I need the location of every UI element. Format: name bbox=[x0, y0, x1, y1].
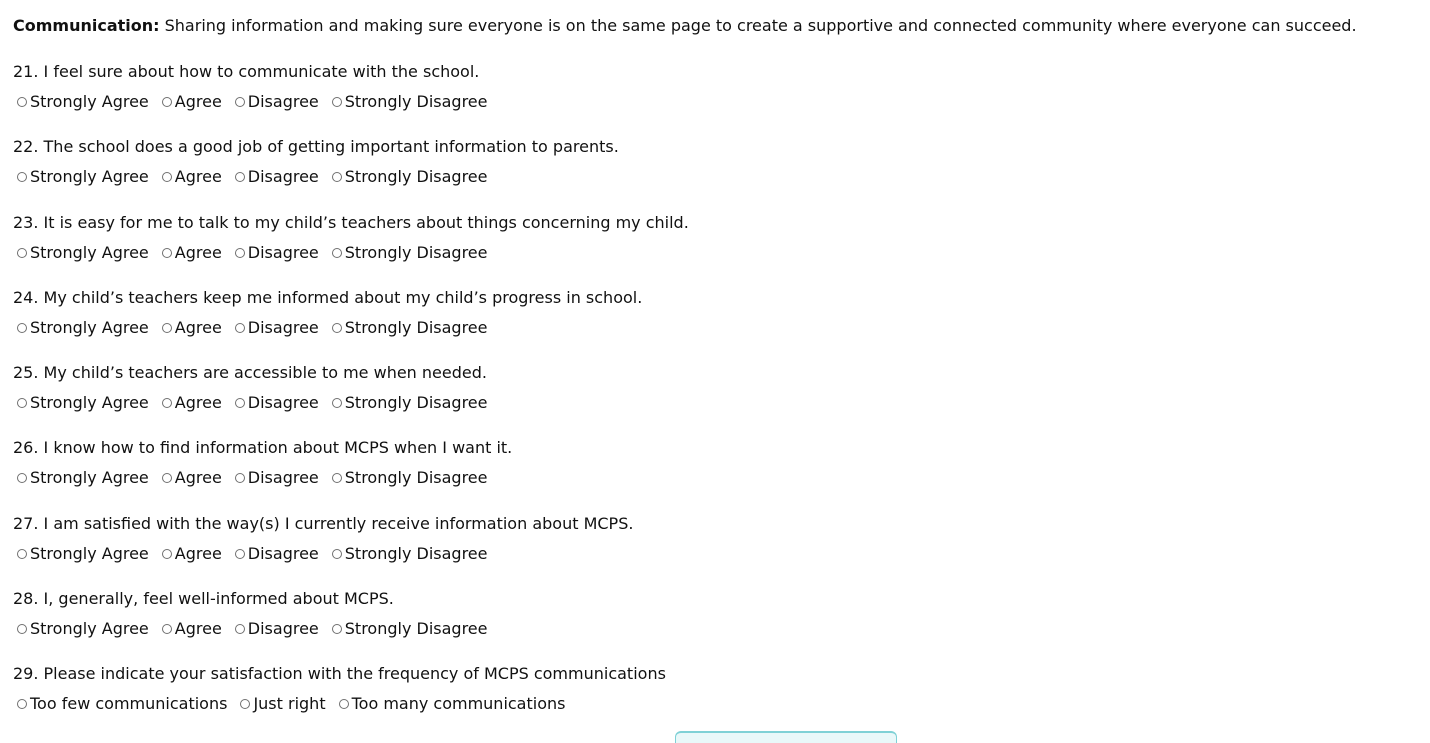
option-label: Strongly Disagree bbox=[344, 468, 488, 488]
option-label: Disagree bbox=[247, 619, 319, 639]
option-label: Disagree bbox=[247, 242, 319, 262]
radio-group bbox=[17, 317, 689, 339]
option-label: Strongly Agree bbox=[30, 92, 149, 111]
option-disagree[interactable] bbox=[235, 468, 319, 488]
radio-button[interactable] bbox=[162, 97, 172, 107]
option-strongly-disagree[interactable] bbox=[332, 468, 488, 488]
radio-button[interactable] bbox=[162, 624, 172, 634]
option-strongly-agree[interactable] bbox=[17, 167, 149, 187]
option-label: Agree bbox=[174, 468, 222, 488]
option-disagree[interactable] bbox=[235, 243, 319, 263]
question-27 bbox=[13, 514, 689, 589]
radio-group bbox=[17, 166, 689, 188]
option-agree[interactable] bbox=[162, 468, 222, 488]
radio-button[interactable] bbox=[235, 398, 245, 408]
radio-button[interactable] bbox=[235, 473, 245, 483]
option-strongly-disagree[interactable] bbox=[332, 243, 488, 263]
submit-button[interactable] bbox=[675, 731, 897, 743]
option-label: Strongly Disagree bbox=[344, 242, 488, 262]
option-label: Strongly Disagree bbox=[344, 317, 488, 337]
option-label: Agree bbox=[174, 242, 222, 262]
radio-button[interactable] bbox=[339, 699, 349, 709]
option-strongly-agree[interactable] bbox=[17, 544, 149, 564]
option-label: Disagree bbox=[247, 468, 319, 488]
radio-button[interactable] bbox=[332, 172, 342, 182]
option-label: Strongly Disagree bbox=[344, 619, 488, 639]
radio-button[interactable] bbox=[17, 323, 27, 333]
option-just-right[interactable] bbox=[240, 694, 325, 714]
radio-group bbox=[17, 467, 689, 489]
question-text: 21. I feel sure about how to communicate with the school. bbox=[13, 62, 480, 81]
option-disagree[interactable] bbox=[235, 544, 319, 564]
option-strongly-disagree[interactable] bbox=[332, 393, 488, 413]
question-24 bbox=[13, 288, 689, 363]
question-text: 29. Please indicate your satisfaction with the frequency of MCPS communications bbox=[13, 664, 666, 684]
option-label: Agree bbox=[174, 317, 222, 337]
option-label: Agree bbox=[174, 167, 222, 187]
option-agree[interactable] bbox=[162, 167, 222, 187]
radio-button[interactable] bbox=[235, 323, 245, 333]
question-text: 24. My child’s teachers keep me informed about my child’s progress in school. bbox=[13, 287, 643, 307]
section-title: Communication: bbox=[13, 16, 160, 35]
radio-button[interactable] bbox=[17, 97, 27, 107]
question-text: 22. The school does a good job of getting important information to parents. bbox=[13, 137, 619, 157]
option-label: Strongly Disagree bbox=[344, 393, 488, 413]
section-description: Sharing information and making sure everyone is on the same page to create a supportive and connected community where everyone can succeed. bbox=[159, 16, 1357, 35]
option-label: Agree bbox=[174, 92, 222, 111]
question-text: 23. It is easy for me to talk to my child’s teachers about things concerning my child. bbox=[13, 212, 689, 232]
question-list bbox=[13, 62, 689, 740]
radio-button[interactable] bbox=[162, 248, 172, 258]
option-label: Strongly Disagree bbox=[344, 543, 488, 563]
option-label: Too many communications bbox=[351, 694, 566, 714]
section-intro bbox=[13, 16, 1357, 36]
option-label: Strongly Agree bbox=[30, 317, 149, 337]
question-28 bbox=[13, 589, 689, 664]
radio-button[interactable] bbox=[235, 97, 245, 107]
radio-group bbox=[17, 242, 689, 264]
option-agree[interactable] bbox=[162, 318, 222, 338]
option-label: Too few communications bbox=[30, 694, 228, 714]
radio-button[interactable] bbox=[332, 398, 342, 408]
radio-button[interactable] bbox=[235, 248, 245, 258]
radio-button[interactable] bbox=[17, 473, 27, 483]
question-22 bbox=[13, 137, 689, 212]
question-21 bbox=[13, 62, 689, 137]
radio-button[interactable] bbox=[332, 248, 342, 258]
option-label: Strongly Agree bbox=[30, 167, 149, 187]
option-strongly-disagree[interactable] bbox=[332, 92, 488, 112]
option-strongly-disagree[interactable] bbox=[332, 544, 488, 564]
option-label: Strongly Disagree bbox=[344, 92, 488, 111]
radio-button[interactable] bbox=[162, 549, 172, 559]
radio-group bbox=[17, 392, 689, 414]
radio-button[interactable] bbox=[17, 699, 27, 709]
option-label: Just right bbox=[253, 694, 326, 714]
radio-button[interactable] bbox=[162, 473, 172, 483]
option-label: Disagree bbox=[247, 167, 319, 187]
option-strongly-agree[interactable] bbox=[17, 619, 149, 639]
option-label: Disagree bbox=[247, 543, 319, 563]
option-disagree[interactable] bbox=[235, 393, 319, 413]
radio-group bbox=[17, 91, 689, 113]
option-label: Strongly Agree bbox=[30, 393, 149, 413]
radio-button[interactable] bbox=[17, 248, 27, 258]
option-label: Disagree bbox=[247, 92, 319, 111]
option-too-many[interactable] bbox=[339, 694, 566, 714]
option-label: Agree bbox=[174, 543, 222, 563]
option-strongly-agree[interactable] bbox=[17, 468, 149, 488]
radio-button[interactable] bbox=[332, 97, 342, 107]
option-label: Agree bbox=[174, 393, 222, 413]
question-text: 27. I am satisfied with the way(s) I currently receive information about MCPS. bbox=[13, 513, 634, 533]
radio-button[interactable] bbox=[17, 624, 27, 634]
radio-button[interactable] bbox=[235, 624, 245, 634]
question-23 bbox=[13, 213, 689, 288]
radio-button[interactable] bbox=[162, 172, 172, 182]
option-too-few[interactable] bbox=[17, 694, 227, 714]
option-label: Strongly Agree bbox=[30, 242, 149, 262]
option-label: Strongly Agree bbox=[30, 619, 149, 639]
question-29 bbox=[13, 664, 689, 739]
option-strongly-agree[interactable] bbox=[17, 318, 149, 338]
option-strongly-agree[interactable] bbox=[17, 243, 149, 263]
option-strongly-agree[interactable] bbox=[17, 393, 149, 413]
option-label: Agree bbox=[174, 619, 222, 639]
option-agree[interactable] bbox=[162, 243, 222, 263]
question-text: 25. My child’s teachers are accessible to me when needed. bbox=[13, 363, 487, 383]
radio-button[interactable] bbox=[162, 398, 172, 408]
option-agree[interactable] bbox=[162, 393, 222, 413]
radio-button[interactable] bbox=[235, 549, 245, 559]
option-agree[interactable] bbox=[162, 619, 222, 639]
question-25 bbox=[13, 363, 689, 438]
option-label: Disagree bbox=[247, 317, 319, 337]
radio-group bbox=[17, 618, 689, 640]
radio-button[interactable] bbox=[240, 699, 250, 709]
option-strongly-disagree[interactable] bbox=[332, 619, 488, 639]
option-label: Strongly Disagree bbox=[344, 167, 488, 187]
radio-button[interactable] bbox=[162, 323, 172, 333]
radio-group bbox=[17, 693, 689, 715]
option-agree[interactable] bbox=[162, 544, 222, 564]
radio-button[interactable] bbox=[332, 624, 342, 634]
question-26 bbox=[13, 438, 689, 513]
option-disagree[interactable] bbox=[235, 619, 319, 639]
option-disagree[interactable] bbox=[235, 92, 319, 112]
option-disagree[interactable] bbox=[235, 167, 319, 187]
radio-button[interactable] bbox=[17, 398, 27, 408]
option-strongly-disagree[interactable] bbox=[332, 318, 488, 338]
radio-button[interactable] bbox=[332, 473, 342, 483]
radio-group bbox=[17, 543, 689, 565]
radio-button[interactable] bbox=[235, 172, 245, 182]
option-label: Strongly Agree bbox=[30, 468, 149, 488]
radio-button[interactable] bbox=[17, 172, 27, 182]
option-label: Disagree bbox=[247, 393, 319, 413]
radio-button[interactable] bbox=[332, 549, 342, 559]
question-text: 28. I, generally, feel well-informed about MCPS. bbox=[13, 589, 394, 609]
question-text: 26. I know how to find information about MCPS when I want it. bbox=[13, 438, 513, 458]
radio-button[interactable] bbox=[17, 549, 27, 559]
option-disagree[interactable] bbox=[235, 318, 319, 338]
option-strongly-disagree[interactable] bbox=[332, 167, 488, 187]
option-label: Strongly Agree bbox=[30, 543, 149, 563]
option-agree[interactable] bbox=[162, 92, 222, 112]
option-strongly-agree[interactable] bbox=[17, 92, 149, 112]
radio-button[interactable] bbox=[332, 323, 342, 333]
